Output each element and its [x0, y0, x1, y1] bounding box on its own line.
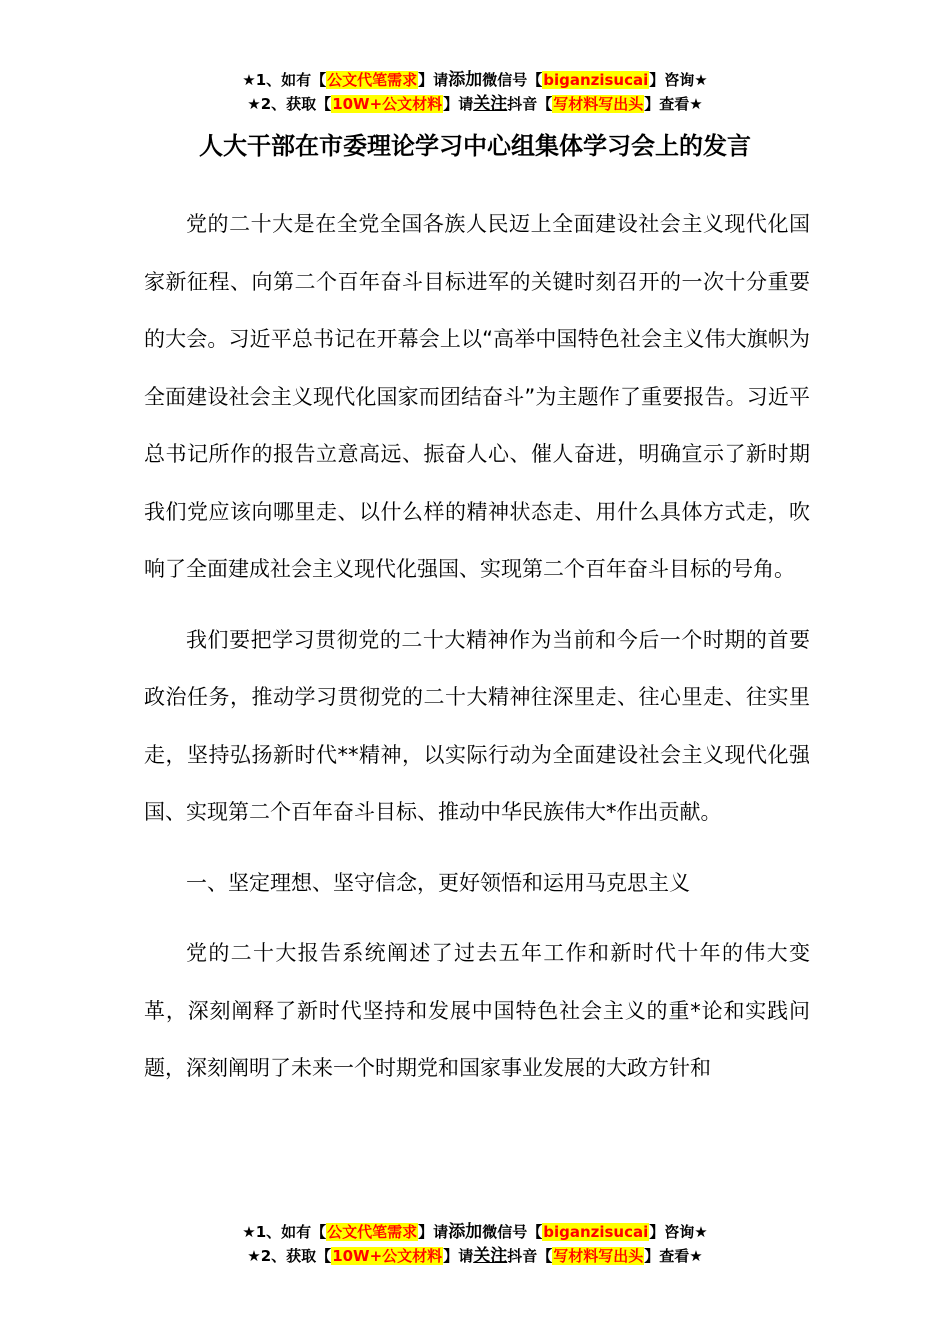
promo-highlight: 10W+公文材料 — [332, 1247, 443, 1265]
promo-highlight: 10W+公文材料 — [332, 95, 443, 113]
promo-banner-top — [0, 68, 950, 116]
promo-wechat-id: biganzisucai — [543, 71, 649, 89]
document-title: 人大干部在市委理论学习中心组集体学习会上的发言 — [199, 132, 751, 160]
star-icon: ★ — [242, 1223, 256, 1241]
star-icon: ★ — [689, 1247, 703, 1265]
promo-line-1: ★1、如有【公文代笔需求】请添加微信号【biganzisucai】咨询★ — [242, 70, 708, 90]
body-paragraph: 党的二十大是在全党全国各族人民迈上全面建设社会主义现代化国家新征程、向第二个百年奋斗目标进军的关键时刻召开的一次十分重要的大会。习近平总书记在开幕会上以“高举中国特色社会主义伟大旗帜为全面建设社会主义现代化国家而团结奋斗”为主题作了重要报告。习近平总书记所作的报告立意高远、振奋人心、催人奋进，明确宣示了新时期我们党应该向哪里走、以什么样的精神状态走、用什么具体方式走，吹响了全面建成社会主义现代化强国、实现第二个百年奋斗目标的号角。 — [144, 212, 810, 581]
promo-line-2: ★2、获取【10W+公文材料】请关注抖音【写材料写出头】查看★ — [247, 1246, 703, 1266]
promo-line-1: ★1、如有【公文代笔需求】请添加微信号【biganzisucai】咨询★ — [242, 1222, 708, 1242]
promo-highlight: 公文代笔需求 — [327, 1223, 418, 1241]
promo-banner-bottom — [0, 1220, 950, 1268]
body-paragraph: 党的二十大报告系统阐述了过去五年工作和新时代十年的伟大变革，深刻阐释了新时代坚持和发展中国特色社会主义的重*论和实践问题，深刻阐明了未来一个时期党和国家事业发展的大政方针和 — [144, 941, 810, 1080]
promo-douyin-account: 写材料写出头 — [553, 1247, 644, 1265]
promo-highlight: 公文代笔需求 — [327, 71, 418, 89]
star-icon: ★ — [242, 71, 256, 89]
promo-line-2: ★2、获取【10W+公文材料】请关注抖音【写材料写出头】查看★ — [247, 94, 703, 114]
promo-douyin-account: 写材料写出头 — [553, 95, 644, 113]
document-body — [144, 196, 810, 1111]
star-icon: ★ — [694, 71, 708, 89]
promo-wechat-id: biganzisucai — [543, 1223, 649, 1241]
section-heading: 一、坚定理想、坚守信念，更好领悟和运用马克思主义 — [186, 870, 690, 895]
star-icon: ★ — [247, 1247, 261, 1265]
star-icon: ★ — [694, 1223, 708, 1241]
star-icon: ★ — [689, 95, 703, 113]
star-icon: ★ — [247, 95, 261, 113]
body-paragraph: 我们要把学习贯彻党的二十大精神作为当前和今后一个时期的首要政治任务，推动学习贯彻党的二十大精神往深里走、往心里走、往实里走，坚持弘扬新时代**精神，以实际行动为全面建设社会主义现代化强国、实现第二个百年奋斗目标、推动中华民族伟大*作出贡献。 — [144, 627, 810, 824]
